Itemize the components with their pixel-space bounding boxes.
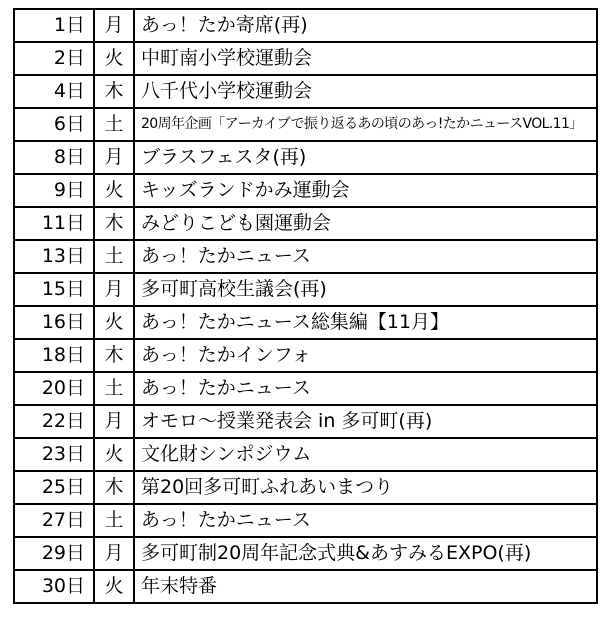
schedule-program: あっ！たかニュース (134, 372, 597, 405)
table-row (14, 570, 597, 603)
table-row (14, 306, 597, 339)
schedule-date: 27日 (14, 504, 94, 537)
schedule-program: あっ！たかニュース (134, 240, 597, 273)
table-row (14, 405, 597, 438)
table-row (14, 471, 597, 504)
schedule-day-of-week: 木 (94, 339, 134, 372)
table-row (14, 273, 597, 306)
schedule-date: 2日 (14, 42, 94, 75)
schedule-program: みどりこども園運動会 (134, 207, 597, 240)
schedule-day-of-week: 月 (94, 537, 134, 570)
table-row (14, 75, 597, 108)
table-row (14, 9, 597, 42)
schedule-day-of-week: 火 (94, 306, 134, 339)
table-row (14, 537, 597, 570)
table-row (14, 339, 597, 372)
schedule-date: 6日 (14, 108, 94, 141)
schedule-body (14, 9, 597, 603)
schedule-day-of-week: 木 (94, 75, 134, 108)
table-row (14, 42, 597, 75)
schedule-program: キッズランドかみ運動会 (134, 174, 597, 207)
schedule-date: 29日 (14, 537, 94, 570)
schedule-day-of-week: 土 (94, 372, 134, 405)
schedule-program: 第20回多可町ふれあいまつり (134, 471, 597, 504)
schedule-program: 年末特番 (134, 570, 597, 603)
broadcast-schedule-table (13, 8, 598, 604)
schedule-date: 16日 (14, 306, 94, 339)
schedule-program: あっ！たかニュース (134, 504, 597, 537)
schedule-date: 30日 (14, 570, 94, 603)
schedule-date: 22日 (14, 405, 94, 438)
schedule-program: 文化財シンポジウム (134, 438, 597, 471)
schedule-day-of-week: 火 (94, 570, 134, 603)
schedule-day-of-week: 土 (94, 504, 134, 537)
schedule-date: 13日 (14, 240, 94, 273)
schedule-day-of-week: 火 (94, 438, 134, 471)
schedule-program: 20周年企画「アーカイブで振り返るあの頃のあっ!たかニュースVOL.11」 (134, 108, 597, 141)
schedule-day-of-week: 木 (94, 207, 134, 240)
schedule-day-of-week: 月 (94, 273, 134, 306)
table-row (14, 141, 597, 174)
schedule-date: 25日 (14, 471, 94, 504)
schedule-date: 8日 (14, 141, 94, 174)
schedule-program: 中町南小学校運動会 (134, 42, 597, 75)
table-row (14, 504, 597, 537)
schedule-program: あっ！たかニュース総集編【11月】 (134, 306, 597, 339)
table-row (14, 438, 597, 471)
schedule-date: 15日 (14, 273, 94, 306)
schedule-program: オモロ～授業発表会 in 多可町(再) (134, 405, 597, 438)
schedule-day-of-week: 月 (94, 9, 134, 42)
schedule-day-of-week: 土 (94, 108, 134, 141)
schedule-program: あっ！たか寄席(再) (134, 9, 597, 42)
schedule-date: 18日 (14, 339, 94, 372)
table-row (14, 174, 597, 207)
schedule-date: 1日 (14, 9, 94, 42)
table-row (14, 207, 597, 240)
schedule-date: 23日 (14, 438, 94, 471)
table-row (14, 108, 597, 141)
schedule-date: 4日 (14, 75, 94, 108)
schedule-day-of-week: 木 (94, 471, 134, 504)
schedule-date: 9日 (14, 174, 94, 207)
schedule-day-of-week: 火 (94, 42, 134, 75)
schedule-program: ブラスフェスタ(再) (134, 141, 597, 174)
table-row (14, 372, 597, 405)
schedule-date: 11日 (14, 207, 94, 240)
schedule-day-of-week: 土 (94, 240, 134, 273)
schedule-program: あっ！たかインフォ (134, 339, 597, 372)
schedule-day-of-week: 月 (94, 405, 134, 438)
schedule-program: 多可町高校生議会(再) (134, 273, 597, 306)
schedule-date: 20日 (14, 372, 94, 405)
schedule-day-of-week: 月 (94, 141, 134, 174)
schedule-day-of-week: 火 (94, 174, 134, 207)
table-row (14, 240, 597, 273)
schedule-program: 八千代小学校運動会 (134, 75, 597, 108)
schedule-program: 多可町制20周年記念式典&あすみるEXPO(再) (134, 537, 597, 570)
